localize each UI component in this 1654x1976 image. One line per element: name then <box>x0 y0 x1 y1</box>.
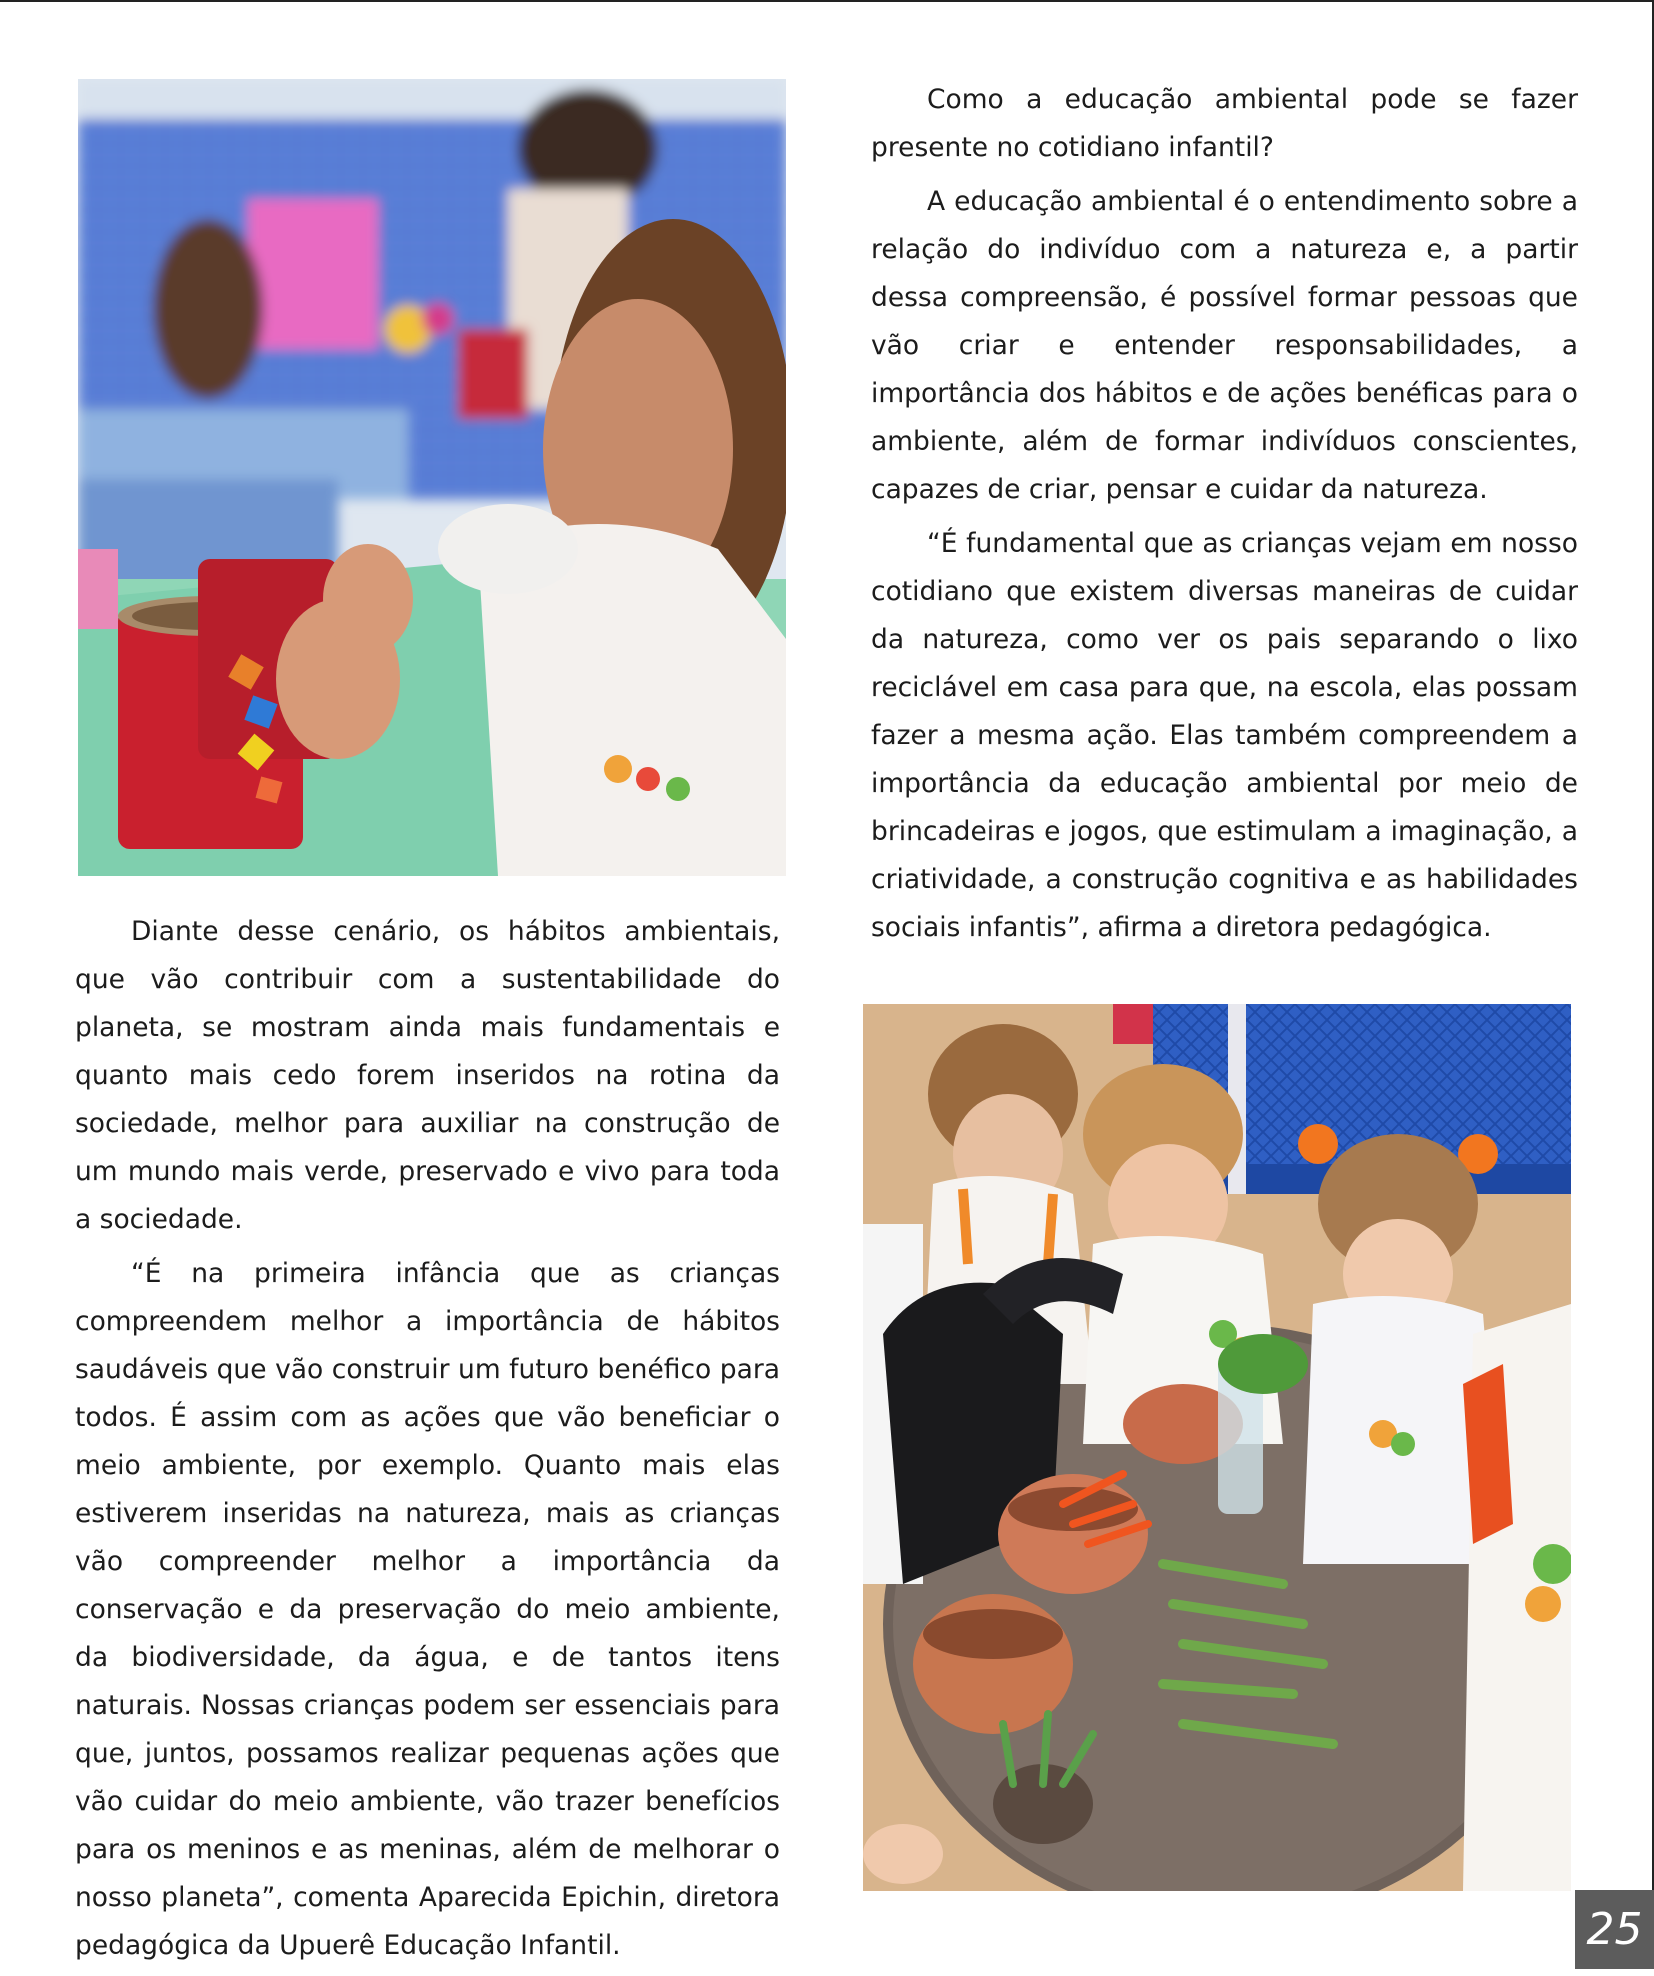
left-text-column <box>75 908 780 1976</box>
right-text-column <box>871 76 1578 958</box>
question-paragraph: Como a educação ambiental pode se fazer presente no cotidiano infantil? <box>871 84 1578 163</box>
body-paragraph: A educação ambiental é o entendimento sobre a relação do indivíduo com a natureza e, a partir dessa compreensão, é possível formar pessoas que vão criar e entender responsabilidades, a importância dos hábitos e de ações benéficas para o ambiente, além de formar indivíduos conscientes, capazes de criar, pensar e cuidar da natureza. <box>871 186 1578 505</box>
page-frame-top <box>0 0 1654 2</box>
body-paragraph: Diante desse cenário, os hábitos ambientais, que vão contribuir com a sustentabilidade do planeta, se mostram ainda mais fundamentais e quanto mais cedo forem inseridos na rotina da sociedade, melhor para auxiliar na construção de um mundo mais verde, preservado e vivo para toda a sociedade. <box>75 916 780 1235</box>
quote-paragraph: “É na primeira infância que as crianças compreendem melhor a importância de hábitos saudáveis que vão construir um futuro benéfico para todos. É assim com as ações que vão beneficiar o meio ambiente, por exemplo. Quanto mais elas estiverem inseridas na natureza, mais as crianças vão compreender melhor a importância da conservação e da preservação do meio ambiente, da biodiversidade, da água, e de tantos itens naturais. Nossas crianças podem ser essenciais para que, juntos, possamos realizar pequenas ações que vão cuidar do meio ambiente, vão trazer benefícios para os meninos e as meninas, além de melhorar o nosso planeta”, comenta Aparecida Epichin, diretora pedagógica da Upuerê Educação Infantil. <box>75 1258 780 1961</box>
page-number: 25 <box>1575 1890 1654 1969</box>
photo-child-craft <box>78 79 786 876</box>
quote-paragraph: “É fundamental que as crianças vejam em nosso cotidiano que existem diversas maneiras de cuidar da natureza, como ver os pais separando o lixo reciclável em casa para que, na escola, elas possam fazer a mesma ação. Elas também compreendem a importância da educação ambiental por meio de brincadeiras e jogos, que estimulam a imaginação, a criatividade, a construção cognitiva e as habilidades sociais infantis”, afirma a diretora pedagógica. <box>871 528 1578 943</box>
photo-children-gardening <box>863 1004 1571 1891</box>
